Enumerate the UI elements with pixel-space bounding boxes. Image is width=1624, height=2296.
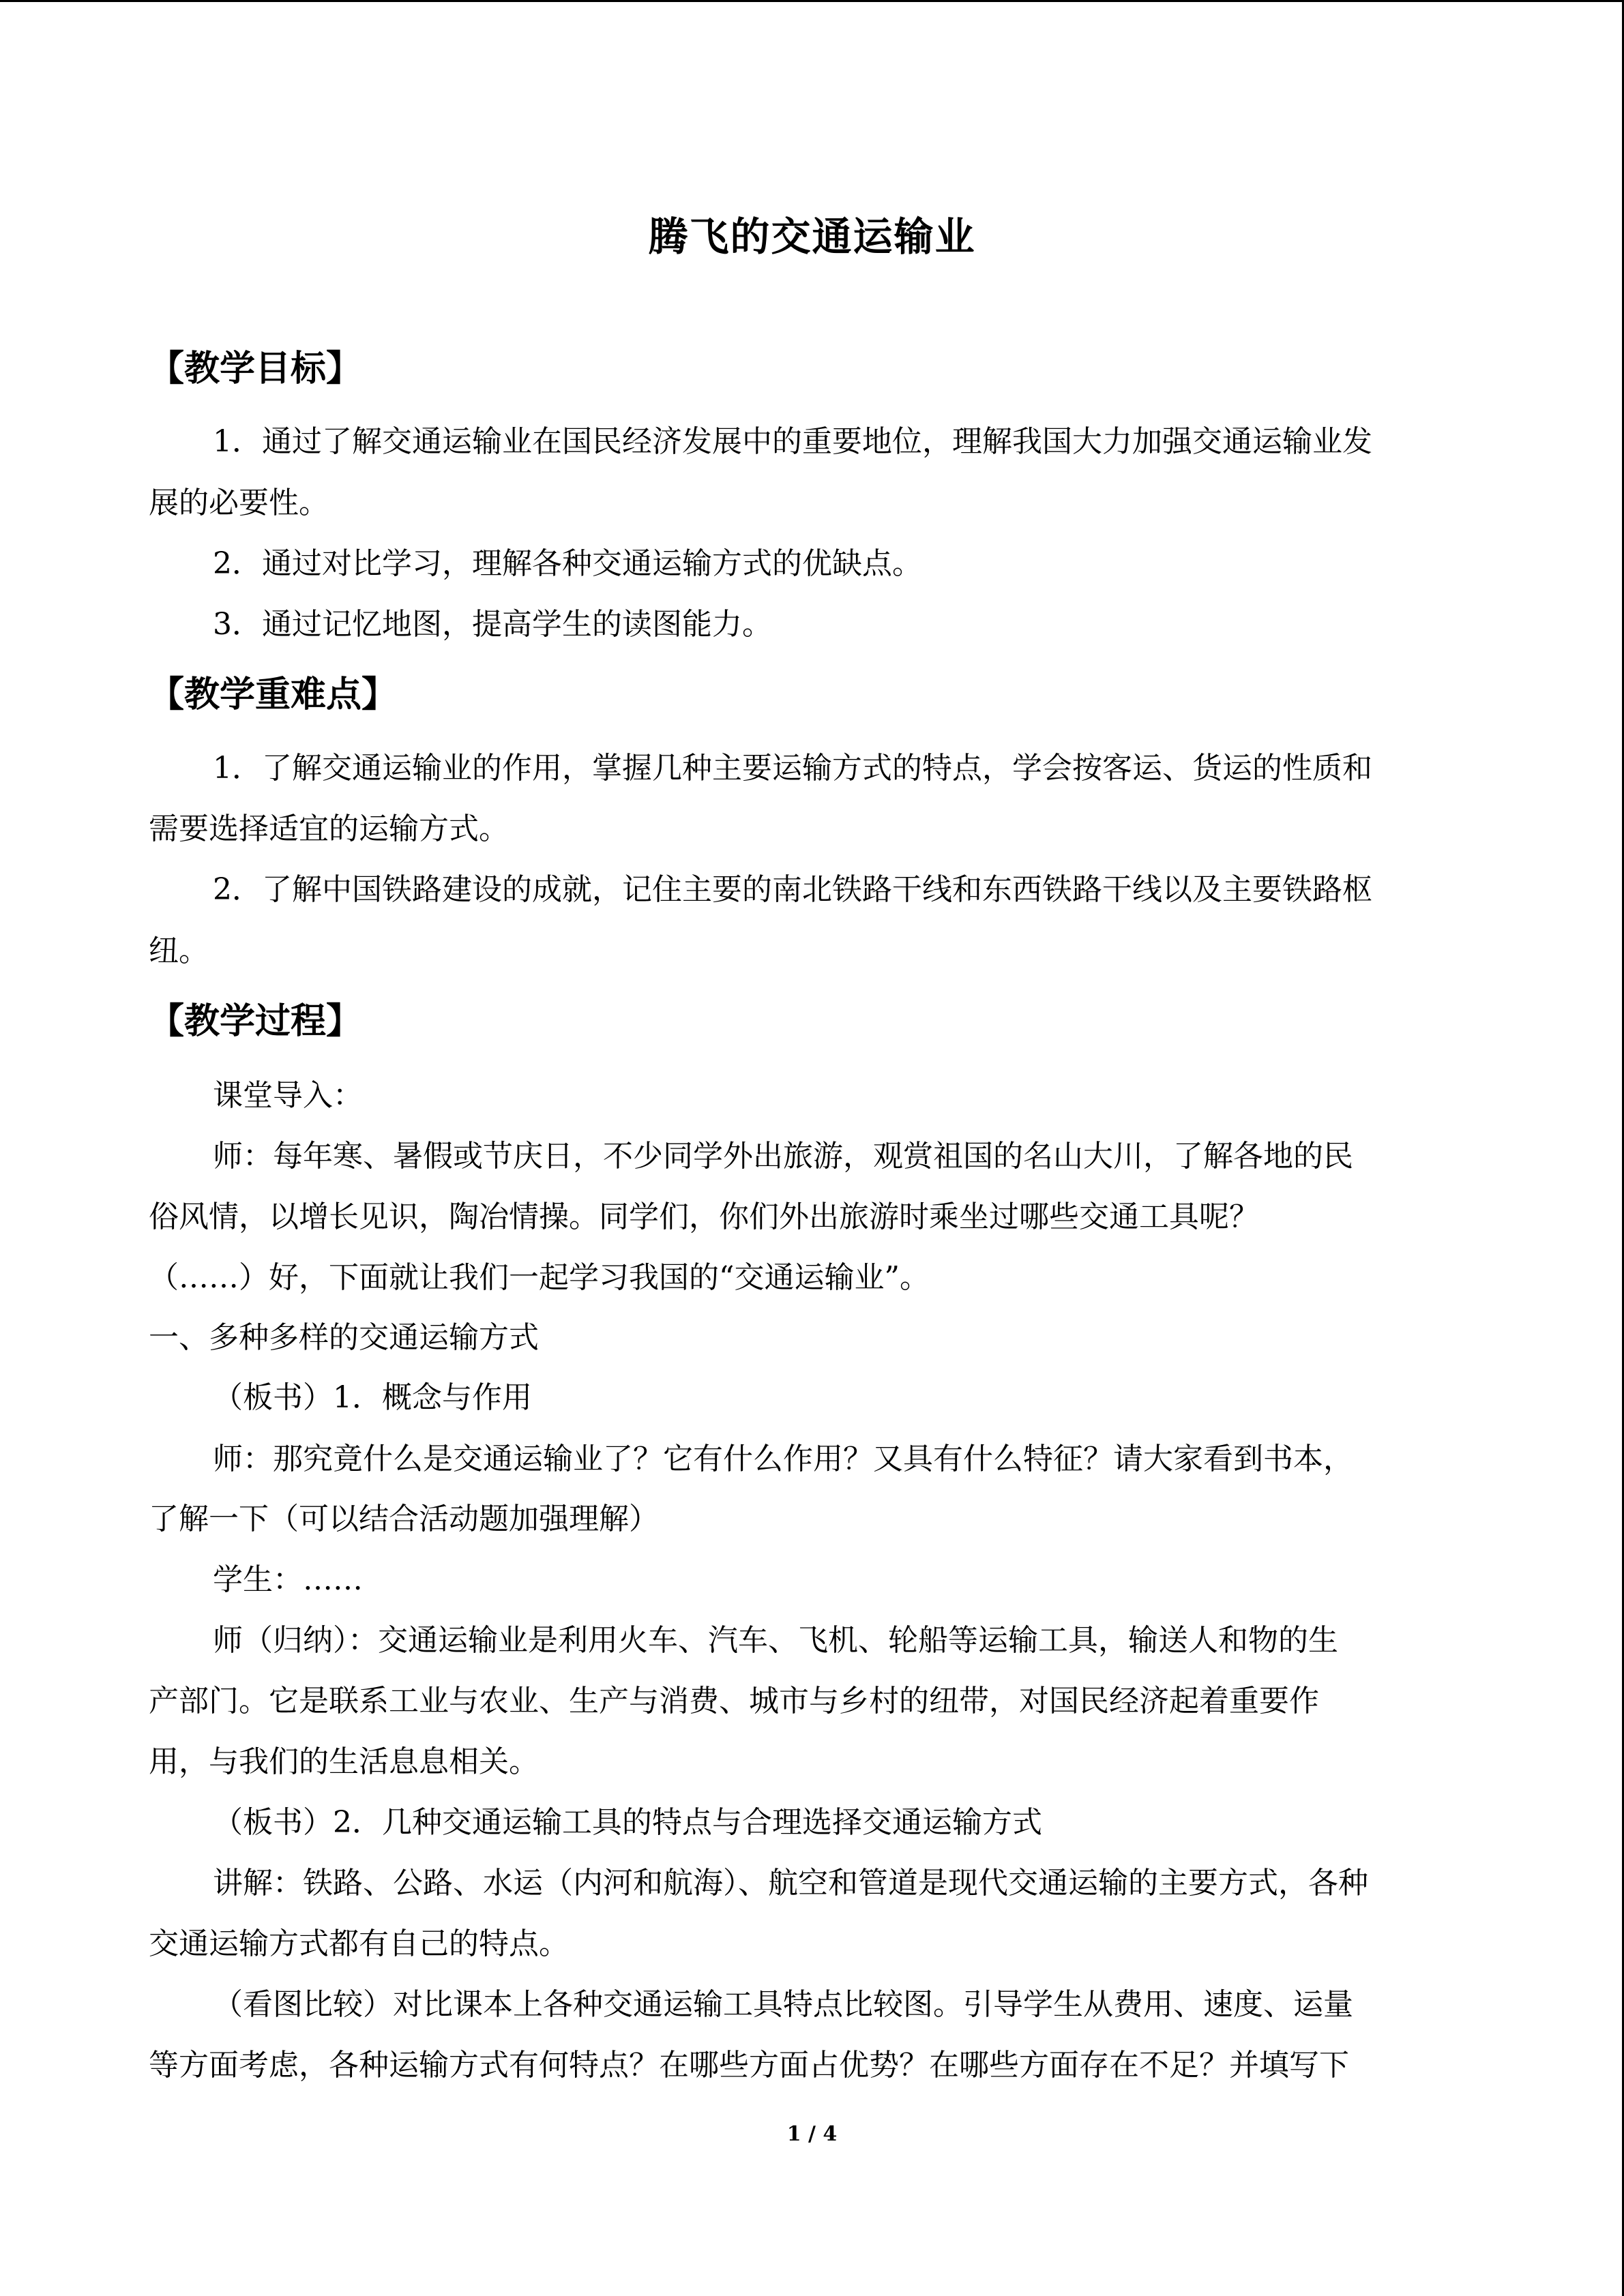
page-number: 1 / 4 [786, 2122, 838, 2146]
paragraph-line: 师：那究竟什么是交通运输业了？它有什么作用？又具有什么特征？请大家看到书本， [213, 1442, 1353, 1476]
paragraph-line: 俗风情，以增长见识，陶冶情操。同学们，你们外出旅游时乘坐过哪些交通工具呢？ [149, 1199, 1259, 1234]
section-heading-process: 【教学过程】 [149, 1001, 362, 1042]
paragraph-line: 1．了解交通运输业的作用，掌握几种主要运输方式的特点，学会按客运、货运的性质和 [213, 751, 1372, 786]
section-heading-objectives: 【教学目标】 [149, 348, 362, 389]
paragraph-line: 一、多种多样的交通运输方式 [149, 1320, 539, 1355]
paragraph-line: 产部门。它是联系工业与农业、生产与消费、城市与乡村的纽带，对国民经济起着重要作 [149, 1684, 1319, 1718]
document-title: 腾飞的交通运输业 [648, 213, 976, 260]
paragraph-line: 2．了解中国铁路建设的成就，记住主要的南北铁路干线和东西铁路干线以及主要铁路枢 [213, 872, 1372, 907]
paragraph-line: 用，与我们的生活息息相关。 [149, 1744, 539, 1779]
section-heading-key-points: 【教学重难点】 [149, 674, 398, 715]
paragraph-line: 等方面考虑，各种运输方式有何特点？在哪些方面占优势？在哪些方面存在不足？并填写下 [149, 2048, 1349, 2083]
paragraph-line: 需要选择适宜的运输方式。 [149, 811, 509, 846]
paragraph-line: 师：每年寒、暑假或节庆日，不少同学外出旅游，观赏祖国的名山大川，了解各地的民 [213, 1139, 1353, 1174]
paragraph-line: （板书）2．几种交通运输工具的特点与合理选择交通运输方式 [213, 1805, 1042, 1840]
paragraph-line: 3．通过记忆地图，提高学生的读图能力。 [213, 607, 772, 642]
paragraph-line: 2．通过对比学习，理解各种交通运输方式的优缺点。 [213, 546, 922, 581]
paragraph-line: 了解一下（可以结合活动题加强理解） [149, 1502, 659, 1536]
page-top-border [0, 0, 1624, 2]
paragraph-line: 学生：…… [213, 1562, 363, 1597]
paragraph-line: 交通运输方式都有自己的特点。 [149, 1926, 569, 1961]
paragraph-line: （板书）1．概念与作用 [213, 1380, 532, 1415]
paragraph-line: 讲解：铁路、公路、水运（内河和航海）、航空和管道是现代交通运输的主要方式，各种 [213, 1866, 1368, 1900]
paragraph-line: （看图比较）对比课本上各种交通运输工具特点比较图。引导学生从费用、速度、运量 [213, 1987, 1353, 2022]
paragraph-line: 1．通过了解交通运输业在国民经济发展中的重要地位，理解我国大力加强交通运输业发 [213, 424, 1372, 459]
paragraph-line: （……）好，下面就让我们一起学习我国的“交通运输业”。 [149, 1260, 930, 1295]
paragraph-line: 师（归纳）：交通运输业是利用火车、汽车、飞机、轮船等运输工具，输送人和物的生 [213, 1623, 1338, 1658]
paragraph-line: 纽。 [149, 934, 209, 968]
paragraph-line: 展的必要性。 [149, 486, 329, 520]
paragraph-line: 课堂导入： [213, 1078, 363, 1113]
